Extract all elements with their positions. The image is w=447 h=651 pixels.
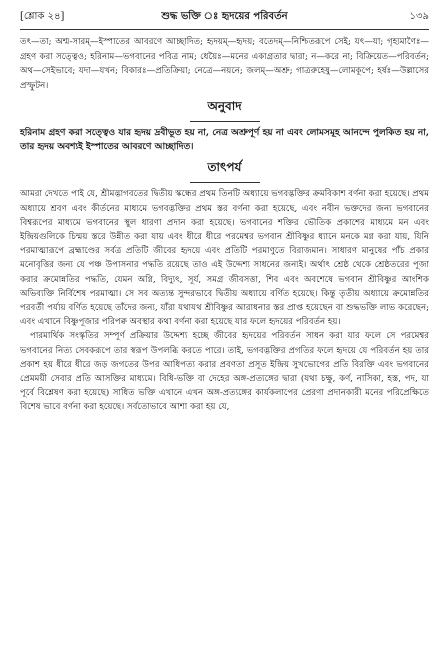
verse-reference: [শ্লোক ২৪] xyxy=(20,10,65,22)
translation-heading: অনুবাদ xyxy=(207,99,242,114)
purport-body xyxy=(20,187,429,414)
translation-text: হরিনাম গ্রহণ করা সত্ত্বেও যার হৃদয় দ্রবীভূত হয় না, নেত্র অশ্রুপূর্ণ হয় না এবং লোমসমূহ আনন্দে পুলকিত হয় না, তার হৃদয় অবশ্যই ইস্পাতের আবরণে আচ্ছাদিত। xyxy=(20,128,429,153)
header-rule xyxy=(20,29,429,30)
translation-heading-underline xyxy=(190,121,260,122)
synonyms-block: তৎ—তা; অশ্ম-সারম্—ইস্পাতের আবরণে আচ্ছাদিত; হৃদয়ম্—হৃদয়; বতেদম্—নিশ্চিতরূপে সেই; যৎ—যা; গৃহ্যমাণৈঃ—গ্রহণ করা সত্ত্বেও; হরিনাম—ভগবানের পবিত্র নাম; ধেয়ৈঃ—মনের একাগ্রতার দ্বারা; ন—করে না; বিক্রিয়েত—পরিবর্তন; অথ—সেইভাবে; যদা—যখন; বিকারঃ—প্রতিক্রিয়া; নেত্রে—নয়নে; জলম্—অশ্রু; গাত্ররুহেষু—লোমকূপে; হর্ষঃ—উল্লাসের প্রস্ফুটন। xyxy=(20,37,429,91)
running-title: শুদ্ধ ভক্তি ঃ হৃদয়ের পরিবর্তন xyxy=(161,10,288,22)
page-header xyxy=(20,8,429,26)
page-number: ১৩৯ xyxy=(409,10,429,22)
purport-heading-underline xyxy=(190,182,260,183)
purport-paragraph: আমরা দেখতে পাই যে, শ্রীমদ্ভাগবতের দ্বিতীয় স্কন্ধের প্রথম তিনটি অধ্যায়ে ভগবদ্ভক্তির ক্রমবিকাশ বর্ণনা করা হয়েছে। প্রথম অধ্যায়ে শ্রবণ এবং কীর্তনের মাধ্যমে ভগবদ্ভক্তির প্রথম স্তর বর্ণনা করা হয়েছে, এবং নবীন ভক্তদের জন্য ভগবানের বিশ্বরূপের মাধ্যমে ভগবানের স্থূল ধারণা প্রদান করা হয়েছে। ভগবানের শক্তির ভৌতিক প্রকাশের মাধ্যমে মন এবং ইন্দ্রিয়গুলিকে চিন্ময় স্তরে উন্নীত করা যায় এবং ধীরে ধীরে পরমেশ্বর ভগবান শ্রীবিষ্ণুর ধ্যানে মনকে মগ্ন করা যায়, যিনি পরমাত্মারূপে ব্রহ্মাণ্ডের সর্বত্র প্রতিটি জীবের হৃদয়ে এবং প্রতিটি পরমাণুতে বিরাজমান। সাধারণ মানুষের পাঁচ প্রকার মনোবৃত্তির জন্য যে পঞ্চ উপাসনার পদ্ধতি রয়েছে তাও এই উদ্দেশ্য সাধনের জন্যই। অর্থাৎ শ্রেষ্ঠ থেকে শ্রেষ্ঠতরের পূজা করার ক্রমোন্নতির পদ্ধতি, যেমন অগ্নি, বিদ্যুৎ, সূর্য, সমগ্র জীবসত্তা, শিব এবং অবশেষে ভগবান শ্রীবিষ্ণুর আংশিক অভিব্যক্তি নির্বিশেষ পরমাত্মা। সে সব অত্যন্ত সুন্দরভাবে দ্বিতীয় অধ্যায়ে বর্ণিত হয়েছে। কিন্তু তৃতীয় অধ্যায়ে ক্রমোন্নতির পরবর্তী পর্যায় বর্ণিত হয়েছে তাঁদের জন্য, যাঁরা যথাযথ শ্রীবিষ্ণুর আরাধনার স্তর প্রাপ্ত হয়েছেন বা শুদ্ধভক্তি লাভ করেছেন; এবং এখানে বিষ্ণুপূজার পরিপক্ব অবস্থার কথা বর্ণনা করা হয়েছে যার ফলে হৃদয়ের পরিবর্তন হয়। xyxy=(20,189,429,328)
purport-paragraph: পারমার্থিক সংস্কৃতির সম্পূর্ণ প্রক্রিয়ার উদ্দেশ্য হচ্ছে জীবের হৃদয়ের পরিবর্তন সাধন করা যার ফলে সে পরমেশ্বর ভগবানের নিত্য সেবকরূপে তার স্বরূপ উপলব্ধি করতে পারে। তাই, ভগবদ্ভক্তির প্রগতির ফলে হৃদয়ে যে পরিবর্তন হয় তার প্রকাশ হয় ধীরে ধীরে জড় জগতের উপর আধিপত্য করার প্রবণতা প্রসূত ইন্দ্রিয় সুখভোগের প্রতি বিরক্তি এবং ভগবানের প্রেমময়ী সেবার প্রতি আসক্তির মাধ্যমে। বিধি-ভক্তি বা দেহের অঙ্গ-প্রত্যঙ্গের দ্বারা (যথা চক্ষু, কর্ণ, নাসিকা, হস্ত, পদ, যা পূর্বে বিশ্লেষণ করা হয়েছে) সাধিত ভক্তি এখানে এখন অঙ্গ-প্রত্যঙ্গের কার্যকলাপের প্রেরণা প্রদানকারী মনের পরিপ্রেক্ষিতে বিশেষ ভাবে বর্ণনা করা হয়েছে। সর্বতোভাবে আশা করা হয় যে, xyxy=(20,331,429,413)
purport-heading: তাৎপর্য xyxy=(207,160,242,175)
